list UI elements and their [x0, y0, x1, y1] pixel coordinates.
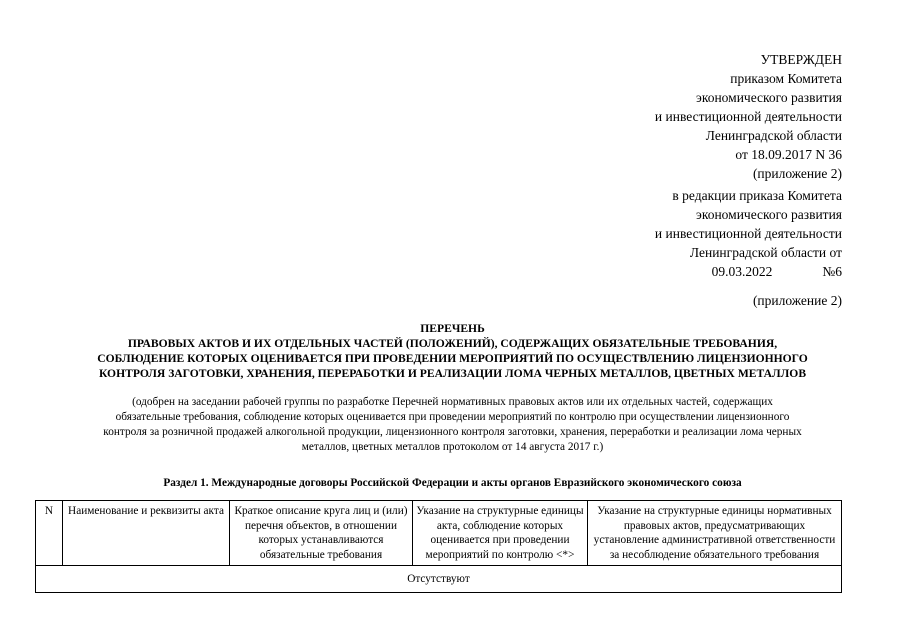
approved-line: (приложение 2)	[752, 166, 842, 181]
header-number: N	[36, 501, 63, 566]
edition-line: экономического развития	[696, 207, 842, 222]
approval-note	[40, 395, 865, 455]
edition-line: в редакции приказа Комитета	[672, 188, 842, 203]
empty-row-text: Отсутствуют	[36, 566, 842, 593]
approved-line: от 18.09.2017 N 36	[735, 147, 842, 162]
title-line: КОНТРОЛЯ ЗАГОТОВКИ, ХРАНЕНИЯ, ПЕРЕРАБОТКИ И РЕАЛИЗАЦИИ ЛОМА ЧЕРНЫХ МЕТАЛЛОВ, ЦВЕТНЫХ МЕТАЛЛОВ	[98, 367, 807, 380]
note-line: (одобрен на заседании рабочей группы по разработке Перечней нормативных правовых актов или их отдельных частей, содержащих	[132, 396, 773, 408]
header-act-name: Наименование и реквизиты акта	[63, 501, 230, 566]
edition-line: и инвестиционной деятельности	[654, 226, 842, 241]
note-line: обязательные требования, соблюдение которых оценивается при проведении мероприятий по контролю при осуществлении лицензионного	[115, 411, 790, 423]
header-act-units: Указание на структурные единицы акта, соблюдение которых оценивается при проведении мероприятий по контролю <*>	[413, 501, 588, 566]
approved-line: и инвестиционной деятельности	[654, 109, 842, 124]
section-heading: Раздел 1. Международные договоры Российской Федерации и акты органов Евразийского экономического союза	[163, 477, 742, 489]
edition-date: 09.03.2022	[711, 264, 773, 279]
table-header-row	[36, 501, 842, 566]
approved-line: приказом Комитета	[730, 71, 842, 86]
title-line: ПРАВОВЫХ АКТОВ И ИХ ОТДЕЛЬНЫХ ЧАСТЕЙ (ПОЛОЖЕНИЙ), СОДЕРЖАЩИХ ОБЯЗАТЕЛЬНЫЕ ТРЕБОВАНИЯ,	[127, 337, 778, 350]
approved-line: УТВЕРЖДЕН	[760, 52, 842, 67]
edition-note	[655, 186, 842, 310]
title-line: ПЕРЕЧЕНЬ	[420, 322, 485, 335]
edition-annex: (приложение 2)	[752, 293, 842, 308]
requirements-table	[35, 500, 842, 593]
edition-line: Ленинградской области от	[689, 245, 842, 260]
note-line: металлов, цветных металлов протоколом от 14 августа 2017 г.)	[301, 441, 604, 453]
table-row	[36, 566, 842, 593]
header-liability-units: Указание на структурные единицы нормативных правовых актов, предусматривающих установление административной ответственности за несоблюдение обязательного требования	[588, 501, 842, 566]
title-line: СОБЛЮДЕНИЕ КОТОРЫХ ОЦЕНИВАЕТСЯ ПРИ ПРОВЕДЕНИИ МЕРОПРИЯТИЙ ПО ОСУЩЕСТВЛЕНИЮ ЛИЦЕНЗИОННОГО	[97, 352, 808, 365]
approved-line: Ленинградской области	[705, 128, 842, 143]
edition-date-row	[655, 262, 842, 281]
approved-line: экономического развития	[696, 90, 842, 105]
document-title	[20, 321, 885, 381]
approval-stamp	[655, 50, 842, 183]
edition-number: №6	[822, 264, 842, 279]
header-subjects: Краткое описание круга лиц и (или) перечня объектов, в отношении которых устанавливаются обязательные требования	[230, 501, 413, 566]
note-line: контроля за розничной продажей алкогольной продукции, лицензионного контроля заготовки, хранения, переработки и реализации лома черных	[103, 426, 802, 438]
